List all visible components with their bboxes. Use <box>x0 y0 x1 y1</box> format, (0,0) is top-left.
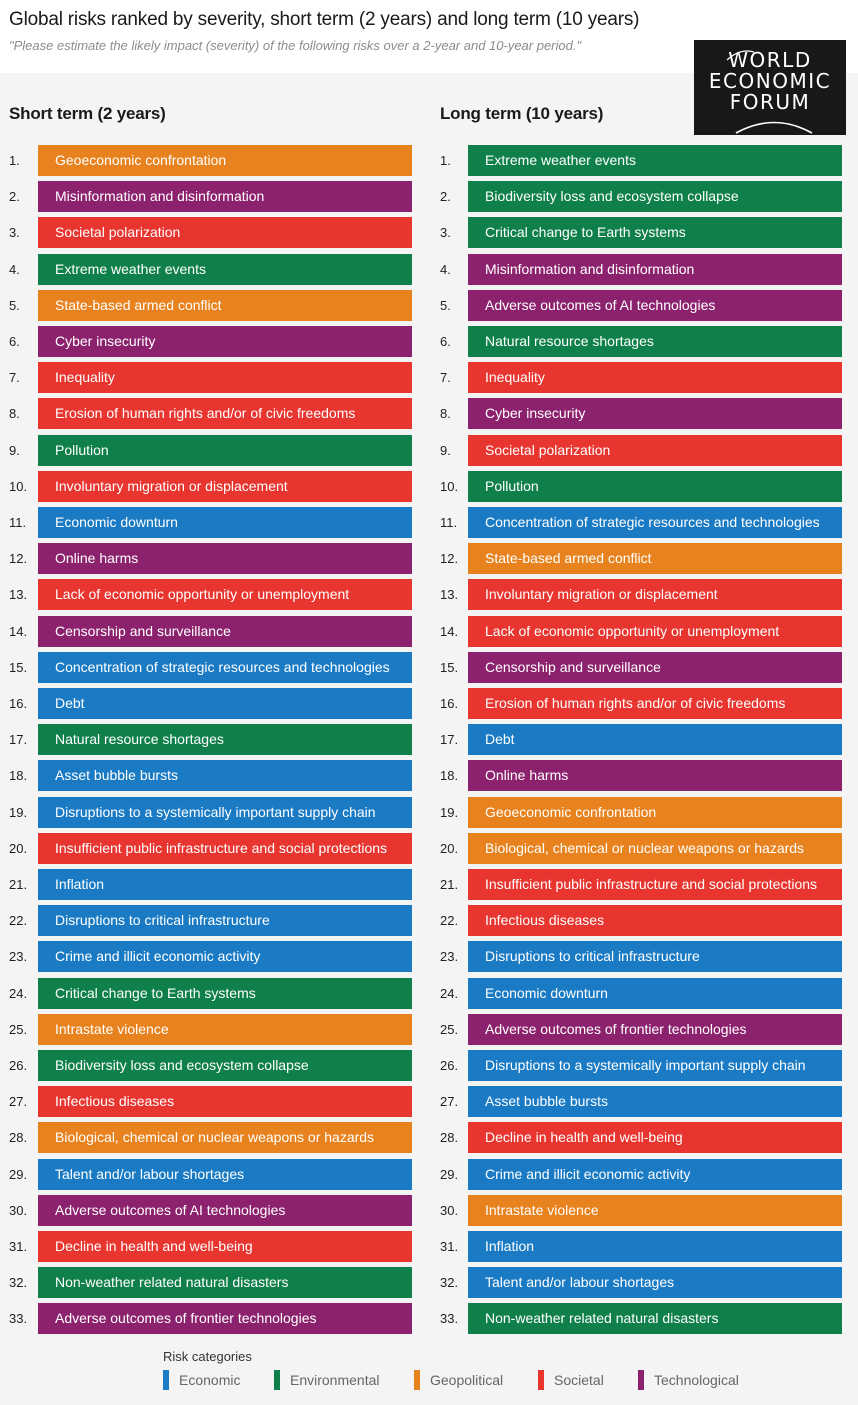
short-term-rank: 12. <box>9 551 28 566</box>
long-term-risk-bar: Debt <box>468 724 842 755</box>
long-term-risk-bar: Concentration of strategic resources and technologies <box>468 507 842 538</box>
short-term-risk-bar: Biological, chemical or nuclear weapons or hazards <box>38 1122 412 1153</box>
long-term-rank: 33. <box>440 1311 459 1326</box>
long-term-risk-bar: Cyber insecurity <box>468 398 842 429</box>
short-term-risk-bar: Pollution <box>38 435 412 466</box>
logo-word-2: ECONOMIC <box>708 69 832 93</box>
logo-word-1: WORLD <box>728 48 812 72</box>
legend-label: Environmental <box>290 1372 380 1388</box>
short-term-rank: 18. <box>9 768 28 783</box>
long-term-rank: 4. <box>440 262 451 277</box>
long-term-rank: 3. <box>440 225 451 240</box>
short-term-rank: 31. <box>9 1239 28 1254</box>
legend-swatch <box>163 1370 169 1390</box>
short-term-rank: 33. <box>9 1311 28 1326</box>
long-term-risk-bar: Decline in health and well-being <box>468 1122 842 1153</box>
short-term-rank: 22. <box>9 913 28 928</box>
long-term-risk-bar: Biodiversity loss and ecosystem collapse <box>468 181 842 212</box>
long-term-risk-bar: Involuntary migration or displacement <box>468 579 842 610</box>
short-term-rank: 32. <box>9 1275 28 1290</box>
short-term-rank: 28. <box>9 1130 28 1145</box>
short-term-rank: 17. <box>9 732 28 747</box>
long-term-rank: 13. <box>440 587 459 602</box>
long-term-rank: 23. <box>440 949 459 964</box>
long-term-risk-bar: Online harms <box>468 760 842 791</box>
short-term-risk-bar: Online harms <box>38 543 412 574</box>
short-term-risk-bar: Talent and/or labour shortages <box>38 1159 412 1190</box>
long-term-risk-bar: Extreme weather events <box>468 145 842 176</box>
long-term-rank: 31. <box>440 1239 459 1254</box>
short-term-rank: 1. <box>9 153 20 168</box>
legend-swatch <box>274 1370 280 1390</box>
long-term-risk-bar: Inflation <box>468 1231 842 1262</box>
wef-logo <box>694 40 846 135</box>
short-term-rank: 27. <box>9 1094 28 1109</box>
legend-swatch <box>538 1370 544 1390</box>
legend-label: Economic <box>179 1372 241 1388</box>
short-term-risk-bar: Biodiversity loss and ecosystem collapse <box>38 1050 412 1081</box>
long-term-title: Long term (10 years) <box>440 104 604 123</box>
long-term-risk-bar: State-based armed conflict <box>468 543 842 574</box>
short-term-risk-bar: Lack of economic opportunity or unemployment <box>38 579 412 610</box>
short-term-rank: 21. <box>9 877 28 892</box>
short-term-rank: 30. <box>9 1203 28 1218</box>
legend-swatch <box>638 1370 644 1390</box>
long-term-rank: 8. <box>440 406 451 421</box>
legend-label: Geopolitical <box>430 1372 504 1388</box>
long-term-risk-bar: Disruptions to a systemically important supply chain <box>468 1050 842 1081</box>
long-term-rank: 19. <box>440 805 459 820</box>
short-term-rank: 3. <box>9 225 20 240</box>
long-term-rank: 10. <box>440 479 459 494</box>
long-term-rank: 11. <box>440 515 458 530</box>
short-term-risk-bar: Cyber insecurity <box>38 326 412 357</box>
long-term-risk-bar: Intrastate violence <box>468 1195 842 1226</box>
short-term-rank: 10. <box>9 479 28 494</box>
long-term-risk-bar: Geoeconomic confrontation <box>468 797 842 828</box>
long-term-rank: 9. <box>440 443 451 458</box>
long-term-rank: 27. <box>440 1094 459 1109</box>
short-term-rank: 13. <box>9 587 28 602</box>
long-term-risk-bar: Natural resource shortages <box>468 326 842 357</box>
short-term-risk-bar: Economic downturn <box>38 507 412 538</box>
short-term-risk-bar: Involuntary migration or displacement <box>38 471 412 502</box>
long-term-rank: 2. <box>440 189 451 204</box>
short-term-risk-bar: Inequality <box>38 362 412 393</box>
long-term-risk-bar: Disruptions to critical infrastructure <box>468 941 842 972</box>
short-term-rank: 29. <box>9 1167 28 1182</box>
short-term-rank: 4. <box>9 262 20 277</box>
long-term-risk-bar: Infectious diseases <box>468 905 842 936</box>
long-term-rank: 17. <box>440 732 459 747</box>
legend-label: Societal <box>554 1372 604 1388</box>
long-term-rank: 15. <box>440 660 459 675</box>
long-term-rank: 5. <box>440 298 451 313</box>
long-term-rank: 25. <box>440 1022 459 1037</box>
short-term-risk-bar: Debt <box>38 688 412 719</box>
long-term-rank: 21. <box>440 877 459 892</box>
long-term-risk-bar: Adverse outcomes of AI technologies <box>468 290 842 321</box>
long-term-risk-bar: Misinformation and disinformation <box>468 254 842 285</box>
short-term-risk-bar: Intrastate violence <box>38 1014 412 1045</box>
short-term-rank: 26. <box>9 1058 28 1073</box>
long-term-rank: 1. <box>440 153 451 168</box>
long-term-rank: 14. <box>440 624 459 639</box>
short-term-risk-bar: Extreme weather events <box>38 254 412 285</box>
short-term-rank: 7. <box>9 370 20 385</box>
long-term-risk-bar: Erosion of human rights and/or of civic freedoms <box>468 688 842 719</box>
long-term-rank: 7. <box>440 370 451 385</box>
long-term-risk-bar: Crime and illicit economic activity <box>468 1159 842 1190</box>
long-term-risk-bar: Inequality <box>468 362 842 393</box>
short-term-rank: 11. <box>9 515 27 530</box>
legend-swatch <box>414 1370 420 1390</box>
short-term-risk-bar: Infectious diseases <box>38 1086 412 1117</box>
short-term-risk-bar: Adverse outcomes of frontier technologies <box>38 1303 412 1334</box>
short-term-risk-bar: Misinformation and disinformation <box>38 181 412 212</box>
logo-word-3: FORUM <box>729 90 811 114</box>
long-term-risk-bar: Societal polarization <box>468 435 842 466</box>
long-term-risk-bar: Censorship and surveillance <box>468 652 842 683</box>
short-term-rank: 24. <box>9 986 28 1001</box>
long-term-risk-bar: Insufficient public infrastructure and social protections <box>468 869 842 900</box>
long-term-risk-bar: Biological, chemical or nuclear weapons or hazards <box>468 833 842 864</box>
long-term-rank: 6. <box>440 334 451 349</box>
short-term-risk-bar: Natural resource shortages <box>38 724 412 755</box>
long-term-rank: 16. <box>440 696 459 711</box>
legend-label: Technological <box>654 1372 739 1388</box>
short-term-title: Short term (2 years) <box>9 104 166 123</box>
short-term-risk-bar: Crime and illicit economic activity <box>38 941 412 972</box>
short-term-risk-bar: Societal polarization <box>38 217 412 248</box>
short-term-rank: 25. <box>9 1022 28 1037</box>
short-term-risk-bar: Inflation <box>38 869 412 900</box>
long-term-risk-bar: Talent and/or labour shortages <box>468 1267 842 1298</box>
short-term-rank: 19. <box>9 805 28 820</box>
short-term-rank: 6. <box>9 334 20 349</box>
short-term-rank: 20. <box>9 841 28 856</box>
short-term-rank: 2. <box>9 189 20 204</box>
short-term-risk-bar: Censorship and surveillance <box>38 616 412 647</box>
short-term-rank: 15. <box>9 660 28 675</box>
chart-subtitle: "Please estimate the likely impact (severity) of the following risks over a 2-year and 10-year period." <box>9 38 582 53</box>
long-term-risk-bar: Adverse outcomes of frontier technologies <box>468 1014 842 1045</box>
long-term-rank: 18. <box>440 768 459 783</box>
long-term-risk-bar: Pollution <box>468 471 842 502</box>
long-term-risk-bar: Asset bubble bursts <box>468 1086 842 1117</box>
long-term-rank: 22. <box>440 913 459 928</box>
long-term-rank: 30. <box>440 1203 459 1218</box>
long-term-risk-bar: Non-weather related natural disasters <box>468 1303 842 1334</box>
legend-title: Risk categories <box>163 1349 252 1364</box>
short-term-risk-bar: State-based armed conflict <box>38 290 412 321</box>
chart-title: Global risks ranked by severity, short term (2 years) and long term (10 years) <box>9 9 640 30</box>
long-term-rank: 28. <box>440 1130 459 1145</box>
short-term-risk-bar: Critical change to Earth systems <box>38 978 412 1009</box>
short-term-rank: 16. <box>9 696 28 711</box>
long-term-risk-bar: Critical change to Earth systems <box>468 217 842 248</box>
short-term-risk-bar: Concentration of strategic resources and technologies <box>38 652 412 683</box>
short-term-risk-bar: Non-weather related natural disasters <box>38 1267 412 1298</box>
long-term-risk-bar: Lack of economic opportunity or unemployment <box>468 616 842 647</box>
short-term-risk-bar: Adverse outcomes of AI technologies <box>38 1195 412 1226</box>
short-term-risk-bar: Disruptions to critical infrastructure <box>38 905 412 936</box>
short-term-rank: 5. <box>9 298 20 313</box>
long-term-rank: 20. <box>440 841 459 856</box>
long-term-rank: 32. <box>440 1275 459 1290</box>
long-term-rank: 29. <box>440 1167 459 1182</box>
long-term-rank: 26. <box>440 1058 459 1073</box>
short-term-rank: 23. <box>9 949 28 964</box>
short-term-risk-bar: Disruptions to a systemically important supply chain <box>38 797 412 828</box>
short-term-rank: 14. <box>9 624 28 639</box>
short-term-risk-bar: Erosion of human rights and/or of civic freedoms <box>38 398 412 429</box>
short-term-risk-bar: Asset bubble bursts <box>38 760 412 791</box>
short-term-risk-bar: Insufficient public infrastructure and social protections <box>38 833 412 864</box>
long-term-rank: 24. <box>440 986 459 1001</box>
long-term-rank: 12. <box>440 551 459 566</box>
short-term-rank: 9. <box>9 443 20 458</box>
short-term-risk-bar: Geoeconomic confrontation <box>38 145 412 176</box>
long-term-risk-bar: Economic downturn <box>468 978 842 1009</box>
short-term-risk-bar: Decline in health and well-being <box>38 1231 412 1262</box>
short-term-rank: 8. <box>9 406 20 421</box>
